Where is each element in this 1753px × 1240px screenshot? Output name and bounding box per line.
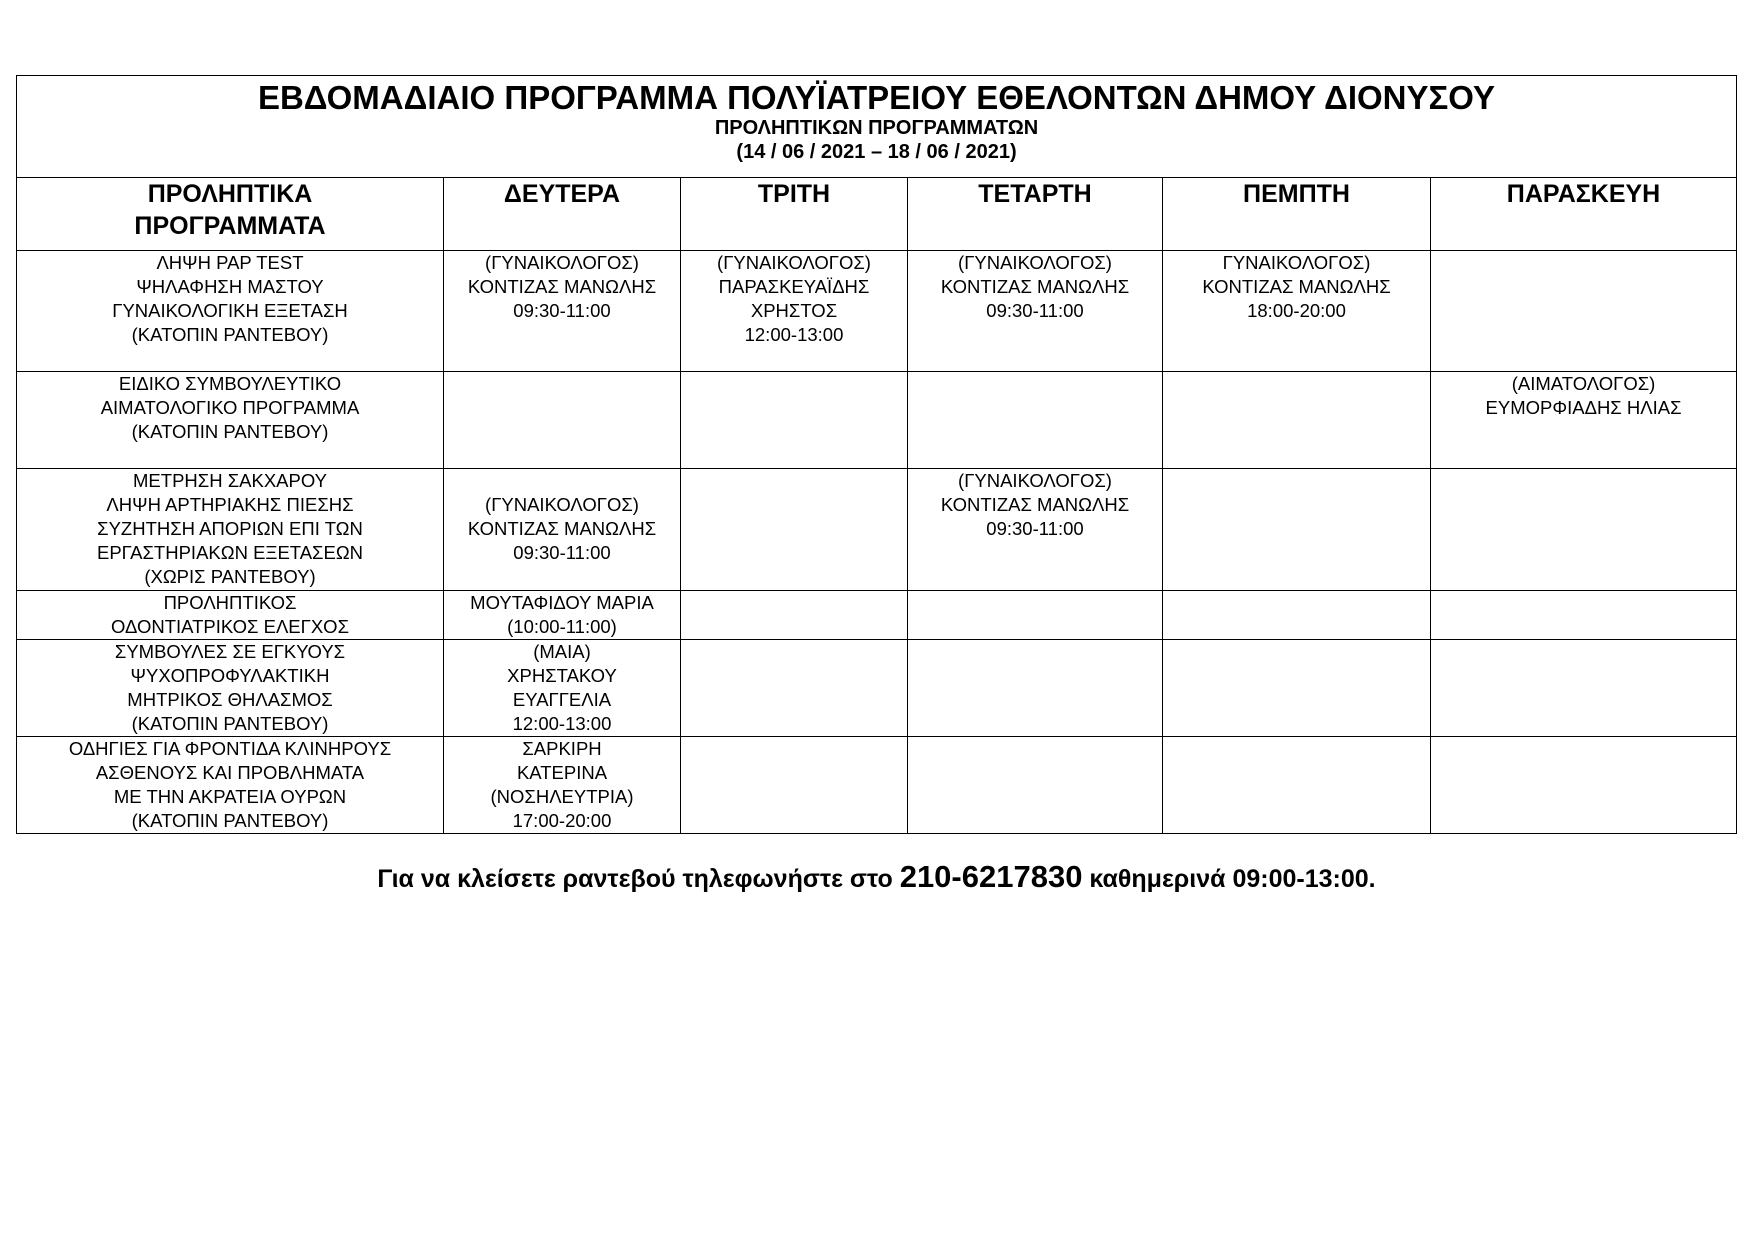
column-header-wednesday: ΤΕΤΑΡΤΗ xyxy=(908,178,1163,251)
column-header-monday: ΔΕΥΤΕΡΑ xyxy=(444,178,681,251)
thursday-cell xyxy=(1163,372,1431,469)
table-row xyxy=(17,737,1737,834)
monday-cell: (ΓΥΝΑΙΚΟΛΟΓΟΣ) ΚΟΝΤΙΖΑΣ ΜΑΝΩΛΗΣ 09:30-11:00 xyxy=(444,251,681,372)
wednesday-cell xyxy=(908,591,1163,640)
appointment-text-after: καθημερινά 09:00-13:00. xyxy=(1082,865,1376,893)
column-header-programs: ΠΡΟΛΗΠΤΙΚΑ ΠΡΟΓΡΑΜΜΑΤΑ xyxy=(17,178,444,251)
program-cell: ΕΙΔΙΚΟ ΣΥΜΒΟΥΛΕΥΤΙΚΟ ΑΙΜΑΤΟΛΟΓΙΚΟ ΠΡΟΓΡΑΜΜΑ (ΚΑΤΟΠΙΝ ΡΑΝΤΕΒΟΥ) xyxy=(17,372,444,469)
thursday-cell xyxy=(1163,640,1431,737)
tuesday-cell xyxy=(681,591,908,640)
tuesday-cell xyxy=(681,372,908,469)
tuesday-cell: (ΓΥΝΑΙΚΟΛΟΓΟΣ) ΠΑΡΑΣΚΕΥΑΪΔΗΣ ΧΡΗΣΤΟΣ 12:00-13:00 xyxy=(681,251,908,372)
schedule-table xyxy=(16,75,1737,834)
table-row xyxy=(17,469,1737,591)
friday-cell xyxy=(1431,469,1737,591)
tuesday-cell xyxy=(681,469,908,591)
table-row xyxy=(17,640,1737,737)
column-header-friday: ΠΑΡΑΣΚΕΥΗ xyxy=(1431,178,1737,251)
thursday-cell xyxy=(1163,737,1431,834)
title-cell xyxy=(17,76,1737,178)
monday-cell: ΣΑΡΚΙΡΗ ΚΑΤΕΡΙΝΑ (ΝΟΣΗΛΕΥΤΡΙΑ) 17:00-20:00 xyxy=(444,737,681,834)
monday-cell: ΜΟΥΤΑΦΙΔΟΥ ΜΑΡΙΑ (10:00-11:00) xyxy=(444,591,681,640)
friday-cell xyxy=(1431,251,1737,372)
wednesday-cell: (ΓΥΝΑΙΚΟΛΟΓΟΣ) ΚΟΝΤΙΖΑΣ ΜΑΝΩΛΗΣ 09:30-11:00 xyxy=(908,469,1163,591)
table-row xyxy=(17,372,1737,469)
monday-cell: (ΜΑΙΑ) ΧΡΗΣΤΑΚΟΥ ΕΥΑΓΓΕΛΙΑ 12:00-13:00 xyxy=(444,640,681,737)
program-cell: ΣΥΜΒΟΥΛΕΣ ΣΕ ΕΓΚΥΟΥΣ ΨΥΧΟΠΡΟΦΥΛΑΚΤΙΚΗ ΜΗΤΡΙΚΟΣ ΘΗΛΑΣΜΟΣ (ΚΑΤΟΠΙΝ ΡΑΝΤΕΒΟΥ) xyxy=(17,640,444,737)
program-cell: ΛΗΨΗ PAP TEST ΨΗΛΑΦΗΣΗ ΜΑΣΤΟΥ ΓΥΝΑΙΚΟΛΟΓΙΚΗ ΕΞΕΤΑΣΗ (ΚΑΤΟΠΙΝ ΡΑΝΤΕΒΟΥ) xyxy=(17,251,444,372)
wednesday-cell xyxy=(908,737,1163,834)
wednesday-cell xyxy=(908,372,1163,469)
wednesday-cell xyxy=(908,640,1163,737)
thursday-cell: ΓΥΝΑΙΚΟΛΟΓΟΣ) ΚΟΝΤΙΖΑΣ ΜΑΝΩΛΗΣ 18:00-20:00 xyxy=(1163,251,1431,372)
table-row xyxy=(17,251,1737,372)
column-header-row xyxy=(17,178,1737,251)
program-cell: ΠΡΟΛΗΠΤΙΚΟΣ ΟΔΟΝΤΙΑΤΡΙΚΟΣ ΕΛΕΓΧΟΣ xyxy=(17,591,444,640)
column-header-thursday: ΠΕΜΠΤΗ xyxy=(1163,178,1431,251)
title-row xyxy=(17,76,1737,178)
monday-cell: (ΓΥΝΑΙΚΟΛΟΓΟΣ) ΚΟΝΤΙΖΑΣ ΜΑΝΩΛΗΣ 09:30-11:00 xyxy=(444,469,681,591)
phone-number: 210-6217830 xyxy=(899,859,1083,894)
appointment-note xyxy=(0,860,1753,896)
column-header-tuesday: ΤΡΙΤΗ xyxy=(681,178,908,251)
friday-cell xyxy=(1431,737,1737,834)
thursday-cell xyxy=(1163,591,1431,640)
program-cell: ΜΕΤΡΗΣΗ ΣΑΚΧΑΡΟΥ ΛΗΨΗ ΑΡΤΗΡΙΑΚΗΣ ΠΙΕΣΗΣ ΣΥΖΗΤΗΣΗ ΑΠΟΡΙΩΝ ΕΠΙ ΤΩΝ ΕΡΓΑΣΤΗΡΙΑΚΩΝ ΕΞΕΤΑΣΕΩΝ (ΧΩΡΙΣ ΡΑΝΤΕΒΟΥ) xyxy=(17,469,444,591)
friday-cell: (ΑΙΜΑΤΟΛΟΓΟΣ) ΕΥΜΟΡΦΙΑΔΗΣ ΗΛΙΑΣ xyxy=(1431,372,1737,469)
schedule-sheet xyxy=(16,75,1736,834)
friday-cell xyxy=(1431,591,1737,640)
tuesday-cell xyxy=(681,737,908,834)
friday-cell xyxy=(1431,640,1737,737)
appointment-text-before: Για να κλείσετε ραντεβού τηλεφωνήστε στο xyxy=(377,865,900,893)
thursday-cell xyxy=(1163,469,1431,591)
page-subtitle: ΠΡΟΛΗΠΤΙΚΩΝ ΠΡΟΓΡΑΜΜΑΤΩΝ xyxy=(714,117,1039,139)
page-title: ΕΒΔΟΜΑΔΙΑΙΟ ΠΡΟΓΡΑΜΜΑ ΠΟΛΥΪΑΤΡΕΙΟΥ ΕΘΕΛΟΝΤΩΝ ΔΗΜΟΥ ΔΙΟΝΥΣΟΥ xyxy=(257,79,1496,116)
date-range: (14 / 06 / 2021 – 18 / 06 / 2021) xyxy=(736,141,1017,163)
tuesday-cell xyxy=(681,640,908,737)
wednesday-cell: (ΓΥΝΑΙΚΟΛΟΓΟΣ) ΚΟΝΤΙΖΑΣ ΜΑΝΩΛΗΣ 09:30-11:00 xyxy=(908,251,1163,372)
table-row xyxy=(17,591,1737,640)
monday-cell xyxy=(444,372,681,469)
program-cell: ΟΔΗΓΙΕΣ ΓΙΑ ΦΡΟΝΤΙΔΑ ΚΛΙΝΗΡΟΥΣ ΑΣΘΕΝΟΥΣ ΚΑΙ ΠΡΟΒΛΗΜΑΤΑ ΜΕ ΤΗΝ ΑΚΡΑΤΕΙΑ ΟΥΡΩΝ (ΚΑΤΟΠΙΝ ΡΑΝΤΕΒΟΥ) xyxy=(17,737,444,834)
